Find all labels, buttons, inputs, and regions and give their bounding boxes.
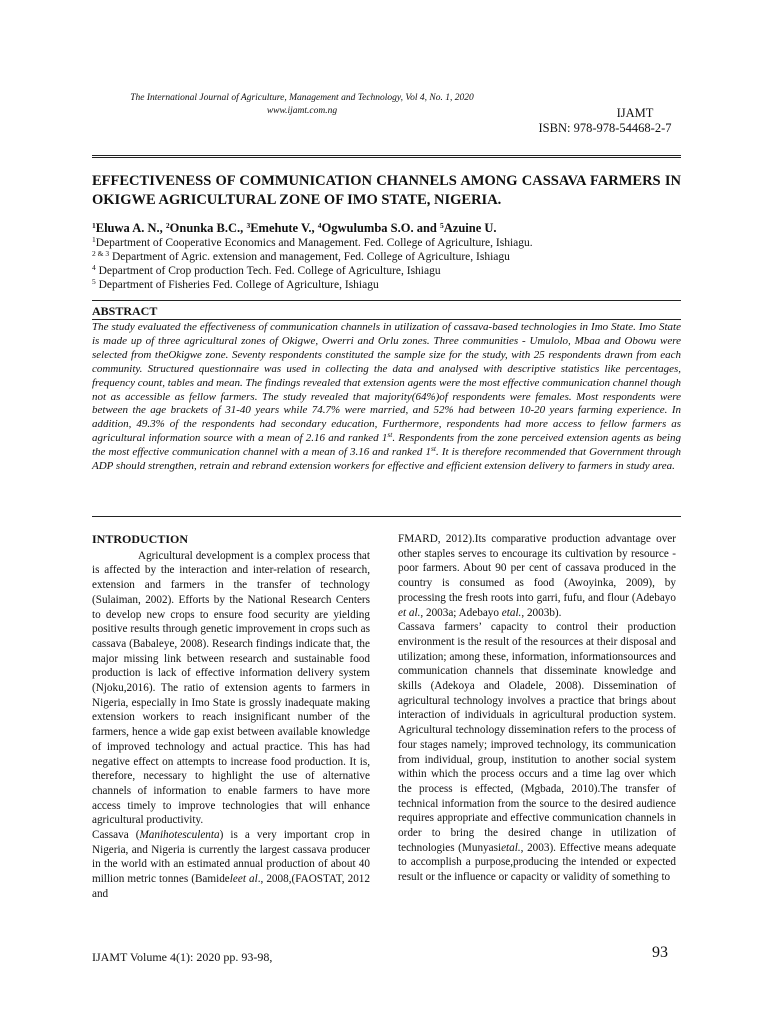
affiliation: $^{2 \& 3}$ Department of Agric. extension and management, Fed. College of Agriculture, Ishiagu <box>92 249 510 263</box>
journal-brand: IJAMT <box>616 106 654 120</box>
left-column <box>92 532 370 902</box>
author-name: Eluwa A. N., <box>95 221 166 235</box>
right-column <box>398 532 676 885</box>
abstract-heading: ABSTRACT <box>92 304 158 318</box>
isbn: ISBN: 978-978-54468-2-7 <box>538 121 672 135</box>
body-paragraph: Agricultural development is a complex process that is affected by the interaction and inter-relation of research, extension and farmers in the transfer of technology (Sulaiman, 2002). Efforts by the National Research Centers to develop new crops to ensure food security are yielding positive results through genetic improvement in crops such as cassava (Babaleye, 2008). Research findings indicate that, the major missing link between research and sustainable food production is lack of effective information delivery system (Njoku,2016). The ratio of extension agents to farmers in Nigeria, especially in Imo State is grossly inadequate making extension workers to reach insignificant number of the farmers, hence a wide gap exist between available knowledge of improved technology and actual practice. This has had negative effect on attempts to increase food production. It is, therefore, necessary to highlight the use of alternative channels of information to enable farmers to have more access timely to improve technologies that will enhance agricultural productivity. <box>92 549 370 827</box>
abstract-top-divider <box>92 300 681 301</box>
author-name: Azuine U. <box>443 221 497 235</box>
header-divider <box>92 155 681 158</box>
abstract-bottom-divider <box>92 516 681 517</box>
section-heading-introduction: INTRODUCTION <box>92 532 189 546</box>
abstract-heading-divider <box>92 319 681 320</box>
author-name: Ogwulumba S.O. and <box>321 221 440 235</box>
journal-id-block <box>490 106 720 136</box>
body-paragraph: Cassava (Manihotesculenta) is a very important crop in Nigeria, and Nigeria is currently the largest cassava producer in the world with an estimated annual production of about 40 million metric tonnes (Bamideleet al., 2008,(FAOSTAT, 2012 and <box>92 829 370 900</box>
affiliation-list <box>92 236 681 292</box>
paper-title: EFFECTIVENESS OF COMMUNICATION CHANNELS AMONG CASSAVA FARMERS IN OKIGWE AGRICULTURAL ZONE OF IMO STATE, NIGERIA. <box>92 173 681 208</box>
affiliation: $^5$ Department of Fisheries Fed. College of Agriculture, Ishiagu <box>92 277 379 291</box>
author-name: Emehute V., <box>250 221 318 235</box>
body-paragraph: Cassava farmers’ capacity to control their production environment is the result of the resources at their disposal and utilization; among these, information, informationsources and communication channels that disseminate knowledge and skills (Adekoya and Oladele, 2008). Dissemination of agricultural technology involves a practice that brings about interaction of individuals in agricultural production system. Agricultural technology dissemination refers to the process of four stages namely; improved technology, its communication from individual, group, institution to another social system within which the process occurs and a time lag over which the process is effected, (Mgbada, 2010).The transfer of technical information from the source to the desired audience requires appropriate and effective communication channels in order to bring the desired change in utilization of technologies (Munyasietal., 2003). Effective means adequate to accomplish a purpose,producing the intended or expected result or the influence or capacity or validity of something to <box>398 621 676 884</box>
author-list: $^1$Eluwa A. N., $^2$Onunka B.C., $^3$Emehute V., $^4$Ogwulumba S.O. and $^5$Azuine U. <box>92 221 497 235</box>
journal-website: www.ijamt.com.ng <box>266 106 338 116</box>
journal-line: The International Journal of Agriculture, Management and Technology, Vol 4, No. 1, 2020 <box>130 93 474 103</box>
page-number: 93 <box>652 944 668 961</box>
affiliation: $^4$ Department of Crop production Tech. Fed. College of Agriculture, Ishiagu <box>92 263 441 277</box>
affiliation: $^1$Department of Cooperative Economics and Management. Fed. College of Agriculture, Ishiagu. <box>92 235 533 249</box>
author-name: Onunka B.C., <box>169 221 247 235</box>
body-paragraph: FMARD, 2012).Its comparative production advantage over other staples serves to encourage its cultivation by resource - poor farmers. About 90 per cent of cassava produced in the country is consumed as food (Awoyinka, 2009), by processing the fresh roots into garri, fufu, and flour (Adebayo et al., 2003a; Adebayo etal., 2003b). <box>398 533 676 619</box>
abstract-text: The study evaluated the effectiveness of communication channels in utilization of cassava-based technologies in Imo State. Imo State is made up of three agricultural zones of Okigwe, Owerri and Orlu zones. Three communities - Umulolo, Mbaa and Obowu were selected from theOkigwe zone. Seventy respondents constituted the sample size for the study, with 25 respondents drawn from each community. Structured questionnaire was used in collecting the data and analysed with descriptive statistics like percentages, frequency count, tables and mean. The findings revealed that extension agents were the most effective communication channel though not as accessible as fellow farmers. The study revealed that majority(64%)of respondents were females. Most respondents were between the age brackets of 31-40 years while 74.7% were married, and 52% had between 10-20 years farming experience. In addition, 49.3% of the respondents had secondary education, Furthermore, respondents had more access to fellow farmers as agricultural information source with a mean of 2.16 and ranked 1st. Respondents from the zone perceived extension agents as being the most effective communication channel with a mean of 3.16 and ranked 1st. It is therefore recommended that Government through ADP should strengthen, retrain and rebrand extension workers for effective and efficient extension delivery to farmers in study area. <box>92 321 682 473</box>
journal-header <box>92 92 512 118</box>
footer-citation: IJAMT Volume 4(1): 2020 pp. 93-98, <box>92 950 273 964</box>
